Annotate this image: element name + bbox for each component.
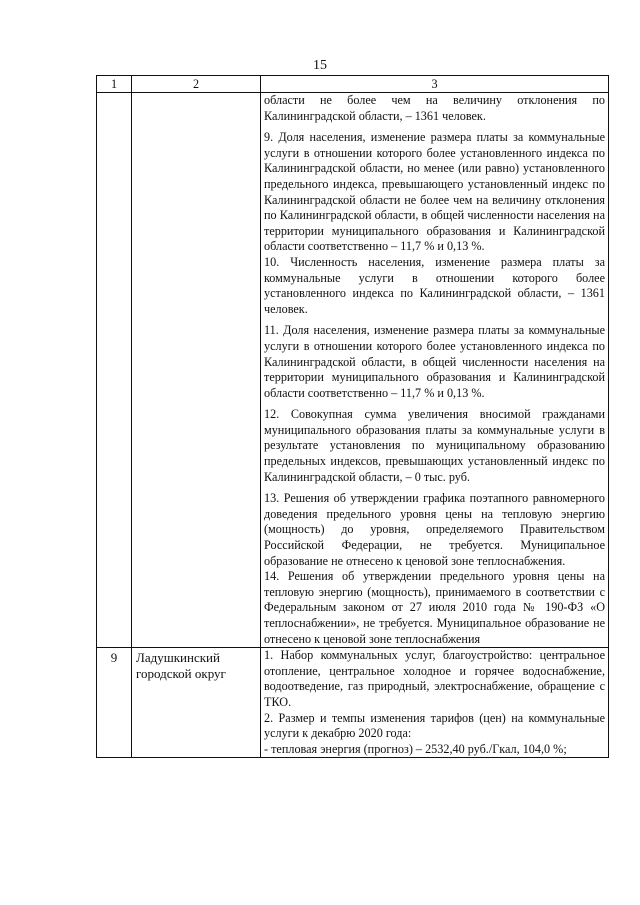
indicator-item: 1. Набор коммунальных услуг, благоустройство: центральное отопление, центральное холодное и горячее водоснабжение, водоотведение, газ природный, электроснабжение, обращение с ТКО. [264, 648, 605, 709]
municipality-name: Ладушкинский городской округ [132, 648, 261, 758]
column-header-1: 1 [97, 76, 132, 93]
indicators-cell [261, 648, 609, 758]
indicator-item: 10. Численность населения, изменение размера платы за коммунальные услуги в отношении которого более установленного индекса по Калининградской области, – 1361 человек. [264, 254, 605, 316]
indicator-item: 12. Совокупная сумма увеличения вносимой гражданами муниципального образования платы за коммунальные услуги в результате установления по муниципальному образованию предельных индексов, превышающих установленный индекс по Калининградской области, – 0 тыс. руб. [264, 407, 605, 484]
indicator-item: - тепловая энергия (прогноз) – 2532,40 руб./Гкал, 104,0 %; [264, 741, 567, 756]
indicator-item: 13. Решения об утверждении графика поэтапного равномерного доведения предельного уровня цены на тепловую энергию (мощность) до уровня, определяемого Правительством Российской Федерации, не требуется. Муниципальное образование не отнесено к ценовой зоне теплоснабжения. [264, 491, 605, 568]
indicator-item: 14. Решения об утверждении предельного уровня цены на тепловую энергию (мощность), принимаемого в соответствии с Федеральным законом от 27 июля 2010 года № 190-ФЗ «О теплоснабжении», не требуется. Муниципальное образование не отнесено к ценовой зоне теплоснабжения [264, 569, 605, 646]
document-table [96, 75, 609, 758]
indicators-cell [261, 93, 609, 648]
indicator-item: области не более чем на величину отклонения по Калининградской области, – 1361 человек. [264, 93, 605, 123]
table-header-row [97, 76, 609, 93]
column-header-3: 3 [261, 76, 609, 93]
indicator-item: 11. Доля населения, изменение размера платы за коммунальные услуги в отношении которого более установленного индекса по Калининградской области, в общей численности населения на территории муниципального образования и Калининградской области соответственно – 11,7 % и 0,13 %. [264, 323, 605, 400]
municipality-name [132, 93, 261, 648]
indicator-item: 2. Размер и темпы изменения тарифов (цен) на коммунальные услуги к декабрю 2020 года: [264, 710, 605, 741]
column-header-2: 2 [132, 76, 261, 93]
row-number [97, 93, 132, 648]
table-row [97, 93, 609, 648]
row-number: 9 [97, 648, 132, 758]
table-row [97, 648, 609, 758]
indicator-item: 9. Доля населения, изменение размера платы за коммунальные услуги в отношении которого более установленного индекса по Калининградской области, но менее (или равно) установленного предельного индекса, превышающего установленный индекс по Калининградской области не более чем на величину отклонения по Калининградской области, в общей численности населения на территории муниципального образования и Калининградской области соответственно – 11,7 % и 0,13 %. [264, 130, 605, 254]
page-number: 15 [313, 58, 327, 73]
